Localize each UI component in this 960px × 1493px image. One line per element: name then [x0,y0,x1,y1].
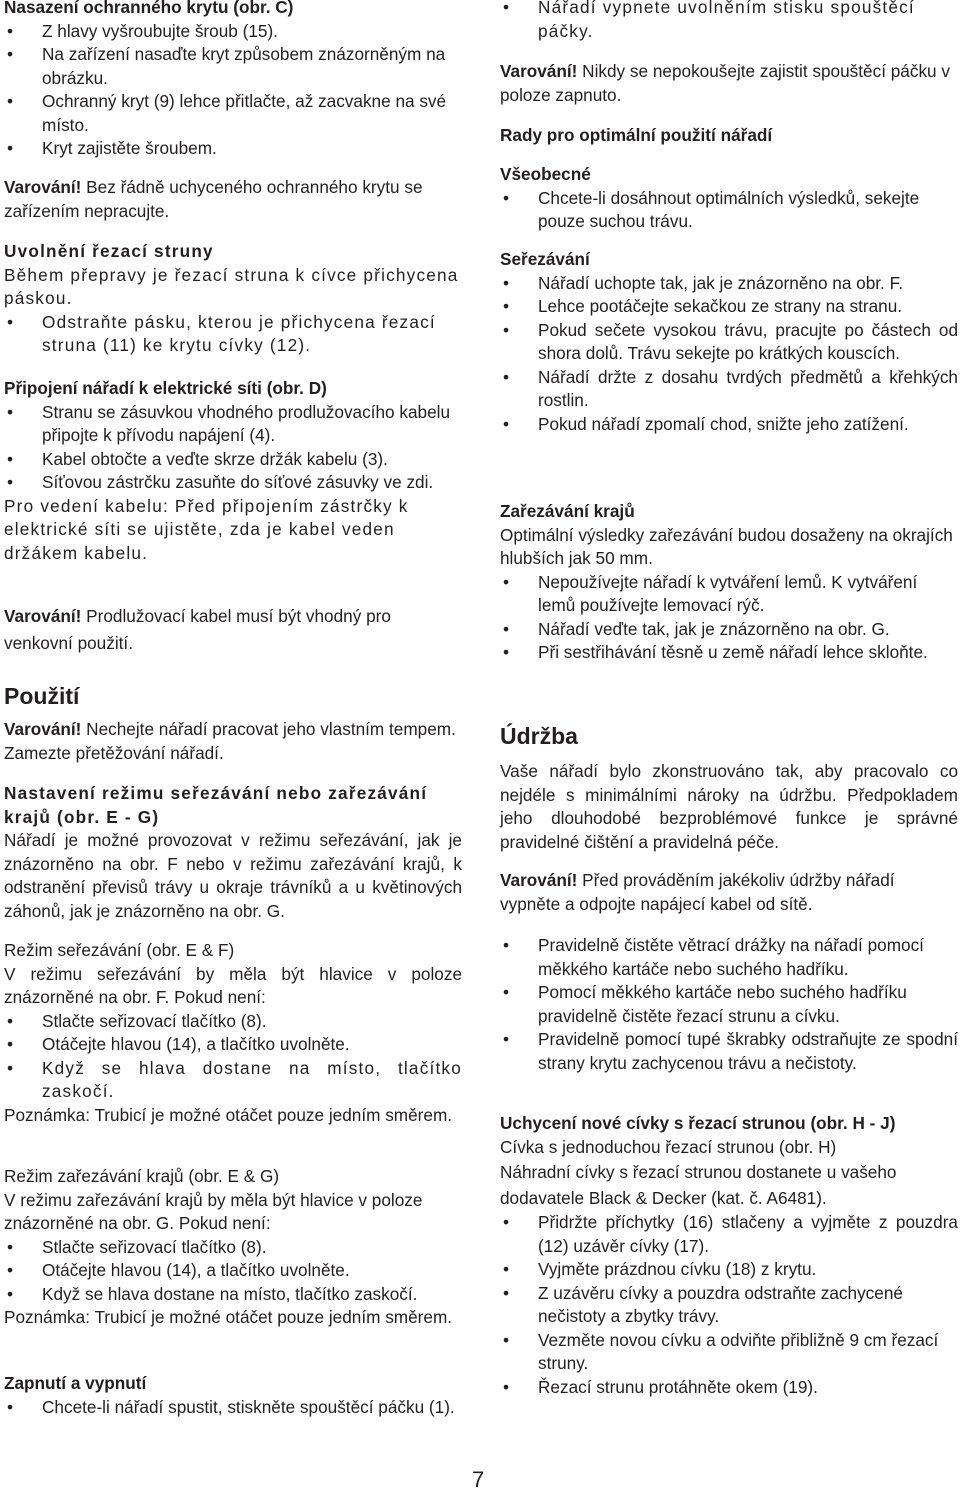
list-item: • Chcete-li nářadí spustit, stiskněte spouštěcí páčku (1). [4,1396,462,1420]
warning-text: Nikdy se nepokoušejte zajistit spouštěcí páčku v poloze zapnuto. [500,61,950,105]
paragraph: Cívka s jednoduchou řezací strunou (obr. H) [500,1136,837,1157]
section-trimming [500,248,958,436]
list-item: • Nářadí veďte tak, jak je znázorněno na obr. G. [500,618,958,642]
section-title: Zařezávání krajů [500,501,635,521]
warning-paragraph [4,176,462,223]
section-switching [4,1372,462,1419]
warning-paragraph [4,603,462,657]
list-item: • Pravidelně čistěte větrací drážky na nářadí pomocí měkkého kartáče nebo suchého hadříku. [500,934,958,981]
list-item: • Z uzávěru cívky a pouzdra odstraňte zachycené nečistoty a zbytky trávy. [500,1282,958,1329]
list-item: • Kabel obtočte a veďte skrze držák kabelu (3). [4,448,462,472]
section-guard-attach [4,0,462,161]
paragraph: Pro vedení kabelu: Před připojením zástrčky k elektrické síti se ujistěte, zda je kabel veden držákem kabelu. [4,495,409,563]
section-title: Všeobecné [500,164,591,184]
list-item: • Nářadí držte z dosahu tvrdých předmětů a křehkých rostlin. [500,366,958,413]
list-item: • Na zařízení nasaďte kryt způsobem znázorněným na obrázku. [4,43,462,90]
list-item: • Nepoužívejte nářadí k vytváření lemů. K vytváření lemů používejte lemovací rýč. [500,571,958,618]
warning-overload [4,718,462,765]
section-spool-replacement [500,1112,958,1399]
section-title: Nasazení ochranného krytu (obr. C) [4,0,294,17]
paragraph: Vaše nářadí bylo zkonstruováno tak, aby pracovalo co nejdéle s minimálními nároky na údržbu. Předpokladem jeho dlouhodobé bezproblémové funkce je správné pravidelné čištění a pravidelná péče. [500,761,958,852]
list-item: • Když se hlava dostane na místo, tlačítko zaskočí. [4,1283,462,1307]
paragraph: Náhradní cívky s řezací strunou dostanete u vašeho dodavatele Black & Decker (kat. č. A6481). [500,1162,897,1208]
section-title: Zapnutí a vypnutí [4,1373,147,1393]
list-item: • Pokud nářadí zpomalí chod, snižte jeho zatížení. [500,413,958,437]
paragraph: Během přepravy je řezací struna k cívce přichycena páskou. [4,264,459,308]
list-item: • Pravidelně pomocí tupé škrabky odstraňujte ze spodní strany krytu zachycenou trávu a nečistoty. [500,1028,958,1075]
list-item: • Stranu se zásuvkou vhodného prodlužovacího kabelu připojte k přívodu napájení (4). [4,401,462,448]
warning-paragraph [4,718,462,765]
warning-label: Varování! [4,606,82,626]
section-edging [500,500,958,665]
section-mains-connection [4,377,462,565]
warning-text: Před prováděním jakékoliv údržby nářadí vypněte a odpojte napájecí kabel od sítě. [500,870,895,914]
warning-label: Varování! [4,719,82,739]
list-item: • Pomocí měkkého kartáče nebo suchého hadříku pravidelně čistěte řezací strunu a cívku. [500,981,958,1028]
list-item: • Pokud sečete vysokou trávu, pracujte po částech od shora dolů. Trávu sekejte po krátkých kouscích. [500,319,958,366]
paragraph: Nářadí je možné provozovat v režimu seřezávání, jak je znázorněno na obr. F nebo v režimu zařezávání krajů, k odstranění převisů trávy u okraje trávníků a u květinových záhonů, jak je znázorněno na obr. G. [4,830,462,921]
section-title: Nastavení režimu seřezávání nebo zařezávání krajů (obr. E - G) [4,783,428,827]
list-item: • Stlačte seřizovací tlačítko (8). [4,1010,462,1034]
section-title: Uchycení nové cívky s řezací strunou (obr. H - J) [500,1113,896,1133]
list-item: • Přidržte příchytky (16) stlačeny a vyjměte z pouzdra (12) uzávěr cívky (17). [500,1211,958,1258]
warning-maintenance [500,869,958,916]
list-item: • Chcete-li dosáhnout optimálních výsledků, sekejte pouze suchou trávu. [500,187,958,234]
paragraph: V režimu zařezávání krajů by měla být hlavice v poloze znázorněné na obr. G. Pokud není: [4,1189,423,1233]
section-title: Uvolnění řezací struny [4,241,214,261]
section-trimming-mode [4,939,462,1127]
warning-text: Prodlužovací kabel musí být vhodný pro venkovní použití. [4,606,391,653]
list-item: • Vyjměte prázdnou cívku (18) z krytu. [500,1258,958,1282]
paragraph: Poznámka: Trubicí je možné otáčet pouze jedním směrem. [4,1104,453,1125]
paragraph: Poznámka: Trubicí je možné otáčet pouze jedním směrem. [4,1307,453,1327]
warning-guard [4,176,462,223]
list-item: • Otáčejte hlavou (14), a tlačítko uvolněte. [4,1033,462,1057]
paragraph: Režim seřezávání (obr. E & F) [4,940,235,960]
warning-paragraph [500,869,958,916]
section-title: Rady pro optimální použití nářadí [500,125,773,145]
section-tips [500,124,958,148]
section-mode-setting [4,782,462,923]
paragraph: V režimu seřezávání by měla být hlavice v poloze znázorněné na obr. F. Pokud není: [4,963,462,1007]
warning-label: Varování! [500,870,578,890]
list-item: • Když se hlava dostane na místo, tlačítko zaskočí. [4,1057,462,1104]
page-number: 7 [472,1467,485,1492]
list-item: • Z hlavy vyšroubujte šroub (15). [4,20,462,44]
section-line-release [4,240,462,358]
heading-use [4,682,462,710]
list-item: • Ochranný kryt (9) lehce přitlačte, až zacvakne na své místo. [4,90,462,137]
list-item: • Kryt zajistěte šroubem. [4,137,462,161]
list-item: • Stlačte seřizovací tlačítko (8). [4,1236,462,1260]
paragraph: Režim zařezávání krajů (obr. E & G) [4,1166,280,1186]
warning-trigger-lock [500,60,958,107]
list-item: • Odstraňte pásku, kterou je přichycena řezací struna (11) ke krytu cívky (12). [4,311,462,358]
warning-extension-cable [4,603,462,657]
section-heading: Údržba [500,723,578,749]
section-title: Seřezávání [500,249,590,269]
section-general [500,163,958,234]
list-item: • Nářadí vypnete uvolněním stisku spouštěcí páčky. [500,0,958,43]
warning-text: Bez řádně uchyceného ochranného krytu se zařízením nepracujte. [4,177,423,221]
list-item: • Řezací strunu protáhněte okem (19). [500,1376,958,1400]
section-edging-mode [4,1165,462,1330]
list-item: • Síťovou zástrčku zasuňte do síťové zásuvky ve zdi. [4,471,462,495]
warning-paragraph [500,60,958,107]
heading-maintenance [500,722,958,750]
maintenance-intro [500,760,958,854]
warning-text: Nechejte nářadí pracovat jeho vlastním tempem. Zamezte přetěžování nářadí. [4,719,456,763]
maintenance-list [500,934,958,1075]
section-title: Připojení nářadí k elektrické síti (obr. D) [4,378,327,398]
section-heading: Použití [4,683,80,709]
warning-label: Varování! [500,61,578,81]
list-item: • Vezměte novou cívku a odviňte přibližně 9 cm řezací struny. [500,1329,958,1376]
switch-off [500,0,958,43]
list-item: • Nářadí uchopte tak, jak je znázorněno na obr. F. [500,272,958,296]
list-item: • Otáčejte hlavou (14), a tlačítko uvolněte. [4,1259,462,1283]
paragraph: Optimální výsledky zařezávání budou dosaženy na okrajích hlubších jak 50 mm. [500,524,953,568]
list-item: • Při sestřihávání těsně u země nářadí lehce skloňte. [500,641,958,665]
list-item: • Lehce pootáčejte sekačkou ze strany na stranu. [500,295,958,319]
warning-label: Varování! [4,177,82,197]
